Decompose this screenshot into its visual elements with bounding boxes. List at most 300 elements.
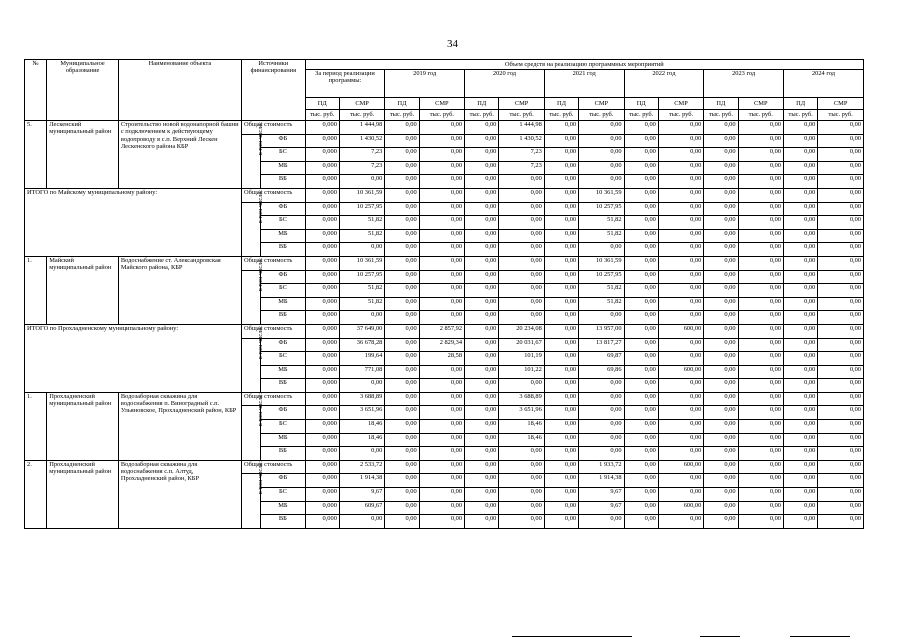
value-cell: 0,00 — [704, 338, 738, 352]
value-cell: 51,82 — [339, 284, 384, 298]
value-cell: 609,67 — [339, 501, 384, 515]
value-cell: 0,00 — [818, 488, 864, 502]
value-cell: 0,000 — [305, 447, 339, 461]
source-label: МБ — [261, 297, 305, 311]
value-cell: 0,00 — [385, 365, 419, 379]
value-cell: 0,00 — [624, 460, 658, 474]
value-cell: 0,00 — [465, 229, 499, 243]
value-cell: 0,00 — [499, 311, 544, 325]
value-cell: 0,00 — [704, 121, 738, 135]
sub-label: в том числе: — [257, 121, 265, 155]
value-cell: 3 688,89 — [499, 392, 544, 406]
source-label: ВБ — [261, 175, 305, 189]
value-cell: 0,00 — [624, 148, 658, 162]
value-cell: 0,00 — [738, 297, 783, 311]
value-cell: 0,00 — [658, 297, 703, 311]
value-cell: 0,00 — [544, 406, 578, 420]
value-cell: 0,00 — [419, 420, 464, 434]
value-cell: 0,00 — [579, 161, 624, 175]
object-name: Водозаборная скважина для водоснабжения п. Виноградный с.п. Ульяновское, Прохладненский район, КБР — [118, 392, 241, 460]
value-cell: 0,00 — [818, 447, 864, 461]
value-cell: 0,000 — [305, 270, 339, 284]
value-cell: 0,00 — [738, 488, 783, 502]
source-label: ВБ — [261, 379, 305, 393]
value-cell: 0,00 — [465, 256, 499, 270]
header-num: № — [25, 60, 47, 121]
value-cell: 0,00 — [385, 243, 419, 257]
value-cell: 0,00 — [419, 216, 464, 230]
value-cell: 0,00 — [385, 433, 419, 447]
value-cell: 0,00 — [704, 202, 738, 216]
value-cell: 0,00 — [385, 324, 419, 338]
value-cell: 0,00 — [738, 324, 783, 338]
value-cell: 0,00 — [579, 447, 624, 461]
value-cell: 0,00 — [818, 121, 864, 135]
municipality: Прохладненский муниципальный район — [47, 460, 119, 528]
header-unit: тыс. руб. — [465, 110, 499, 121]
header-unit: тыс. руб. — [704, 110, 738, 121]
value-cell: 0,00 — [544, 447, 578, 461]
value-cell: 0,00 — [704, 474, 738, 488]
value-cell: 0,00 — [579, 243, 624, 257]
value-cell: 3 688,89 — [339, 392, 384, 406]
value-cell: 0,00 — [419, 134, 464, 148]
value-cell: 13 957,00 — [579, 324, 624, 338]
value-cell: 0,00 — [385, 515, 419, 529]
header-unit: тыс. руб. — [305, 110, 339, 121]
funding-table — [24, 59, 864, 529]
value-cell: 0,00 — [818, 284, 864, 298]
value-cell: 0,000 — [305, 311, 339, 325]
value-cell: 0,00 — [499, 216, 544, 230]
value-cell: 0,00 — [704, 148, 738, 162]
source-label: Общая стоимость — [242, 121, 306, 135]
header-smr: СМР — [818, 98, 864, 110]
footer-line — [512, 636, 632, 637]
value-cell: 0,000 — [305, 134, 339, 148]
value-cell: 0,00 — [419, 406, 464, 420]
value-cell: 600,00 — [658, 324, 703, 338]
value-cell: 0,00 — [465, 406, 499, 420]
value-cell: 0,00 — [465, 188, 499, 202]
value-cell: 0,00 — [784, 324, 818, 338]
value-cell: 0,00 — [738, 460, 783, 474]
value-cell: 0,00 — [818, 474, 864, 488]
value-cell: 0,00 — [385, 460, 419, 474]
value-cell: 0,00 — [544, 515, 578, 529]
source-label: ФБ — [261, 474, 305, 488]
value-cell: 0,00 — [818, 379, 864, 393]
value-cell: 0,000 — [305, 365, 339, 379]
value-cell: 0,00 — [544, 501, 578, 515]
value-cell: 36 678,28 — [339, 338, 384, 352]
value-cell: 0,000 — [305, 501, 339, 515]
value-cell: 0,000 — [305, 216, 339, 230]
value-cell: 0,00 — [738, 188, 783, 202]
value-cell: 0,00 — [419, 501, 464, 515]
total-label: ИТОГО по Майскому муниципальному району: — [25, 188, 242, 256]
value-cell: 0,00 — [624, 433, 658, 447]
value-cell: 0,00 — [544, 134, 578, 148]
value-cell: 0,00 — [579, 175, 624, 189]
value-cell: 0,00 — [624, 202, 658, 216]
value-cell: 0,00 — [499, 447, 544, 461]
value-cell: 0,00 — [544, 202, 578, 216]
value-cell: 0,00 — [465, 324, 499, 338]
value-cell: 0,00 — [704, 352, 738, 366]
value-cell: 0,00 — [704, 324, 738, 338]
value-cell: 0,00 — [544, 433, 578, 447]
value-cell: 0,00 — [818, 338, 864, 352]
value-cell: 0,00 — [784, 161, 818, 175]
value-cell: 0,00 — [624, 501, 658, 515]
value-cell: 0,00 — [704, 501, 738, 515]
value-cell: 18,46 — [499, 420, 544, 434]
value-cell: 0,00 — [738, 365, 783, 379]
value-cell: 0,00 — [658, 243, 703, 257]
table-row — [25, 460, 864, 474]
value-cell: 0,00 — [579, 121, 624, 135]
value-cell: 0,00 — [738, 311, 783, 325]
value-cell: 0,00 — [419, 297, 464, 311]
value-cell: 0,00 — [658, 488, 703, 502]
value-cell: 0,00 — [658, 229, 703, 243]
page-number: 34 — [447, 38, 458, 50]
source-label: МБ — [261, 229, 305, 243]
sub-label: в том числе: — [257, 189, 265, 223]
value-cell: 0,00 — [465, 270, 499, 284]
value-cell: 0,00 — [818, 365, 864, 379]
source-label: Общая стоимость — [242, 392, 306, 406]
value-cell: 0,00 — [738, 256, 783, 270]
value-cell: 7,23 — [339, 148, 384, 162]
value-cell: 0,00 — [738, 392, 783, 406]
value-cell: 0,00 — [544, 148, 578, 162]
value-cell: 10 257,95 — [579, 202, 624, 216]
value-cell: 51,82 — [339, 229, 384, 243]
table-row — [25, 256, 864, 270]
value-cell: 0,00 — [544, 229, 578, 243]
value-cell: 0,00 — [385, 379, 419, 393]
header-unit: тыс. руб. — [738, 110, 783, 121]
value-cell: 0,00 — [419, 447, 464, 461]
value-cell: 0,00 — [738, 134, 783, 148]
value-cell: 0,00 — [738, 243, 783, 257]
value-cell: 0,00 — [544, 352, 578, 366]
value-cell: 0,00 — [818, 175, 864, 189]
header-unit: тыс. руб. — [339, 110, 384, 121]
value-cell: 0,00 — [818, 229, 864, 243]
value-cell: 1 933,72 — [579, 460, 624, 474]
value-cell: 1 444,98 — [339, 121, 384, 135]
value-cell: 69,86 — [579, 365, 624, 379]
municipality: Лескенский муниципальный район — [47, 121, 119, 189]
value-cell: 0,00 — [818, 311, 864, 325]
header-pd: ПД — [784, 98, 818, 110]
source-label: Общая стоимость — [242, 188, 306, 202]
value-cell: 0,00 — [818, 324, 864, 338]
value-cell: 0,00 — [385, 297, 419, 311]
value-cell: 0,00 — [499, 202, 544, 216]
value-cell: 0,00 — [624, 175, 658, 189]
value-cell: 0,00 — [339, 311, 384, 325]
value-cell: 0,00 — [544, 392, 578, 406]
value-cell: 0,00 — [544, 188, 578, 202]
object-name: Водозаборная скважина для водоснабжения с.п. Алтуд, Прохладненский район, КБР — [118, 460, 241, 528]
value-cell: 0,00 — [544, 161, 578, 175]
value-cell: 0,00 — [465, 202, 499, 216]
value-cell: 0,00 — [784, 148, 818, 162]
header-unit: тыс. руб. — [784, 110, 818, 121]
value-cell: 0,000 — [305, 474, 339, 488]
sub-label: в том числе: — [257, 461, 265, 495]
value-cell: 0,00 — [385, 188, 419, 202]
value-cell: 0,00 — [738, 229, 783, 243]
footer-line — [790, 636, 850, 637]
value-cell: 771,08 — [339, 365, 384, 379]
value-cell: 0,000 — [305, 338, 339, 352]
value-cell: 0,00 — [784, 474, 818, 488]
value-cell: 0,00 — [818, 134, 864, 148]
value-cell: 0,00 — [704, 406, 738, 420]
value-cell: 0,00 — [465, 474, 499, 488]
value-cell: 0,00 — [385, 270, 419, 284]
value-cell: 0,00 — [544, 420, 578, 434]
value-cell: 1 430,52 — [499, 134, 544, 148]
value-cell: 0,000 — [305, 188, 339, 202]
value-cell: 1 430,52 — [339, 134, 384, 148]
value-cell: 0,00 — [738, 284, 783, 298]
value-cell: 0,00 — [544, 338, 578, 352]
value-cell: 0,00 — [465, 134, 499, 148]
item-number: 1. — [25, 256, 47, 324]
value-cell: 69,87 — [579, 352, 624, 366]
value-cell: 0,00 — [419, 148, 464, 162]
value-cell: 0,00 — [579, 134, 624, 148]
sub-label-cell — [242, 257, 265, 324]
source-label: ФБ — [261, 134, 305, 148]
value-cell: 0,00 — [579, 311, 624, 325]
value-cell: 0,00 — [738, 379, 783, 393]
source-label: ФБ — [261, 338, 305, 352]
value-cell: 0,00 — [784, 229, 818, 243]
value-cell: 0,00 — [579, 433, 624, 447]
value-cell: 10 257,95 — [339, 270, 384, 284]
value-cell: 0,00 — [624, 216, 658, 230]
source-label: БС — [261, 352, 305, 366]
source-label: МБ — [261, 433, 305, 447]
value-cell: 0,00 — [738, 175, 783, 189]
value-cell: 0,000 — [305, 202, 339, 216]
value-cell: 0,00 — [784, 338, 818, 352]
value-cell: 0,000 — [305, 161, 339, 175]
value-cell: 0,00 — [704, 392, 738, 406]
value-cell: 0,00 — [579, 420, 624, 434]
value-cell: 0,00 — [738, 148, 783, 162]
value-cell: 0,00 — [465, 161, 499, 175]
header-year: 2022 год — [624, 70, 704, 98]
value-cell: 0,00 — [658, 447, 703, 461]
value-cell: 0,00 — [339, 447, 384, 461]
header-year: 2020 год — [465, 70, 545, 98]
value-cell: 0,000 — [305, 515, 339, 529]
header-pd: ПД — [305, 98, 339, 110]
value-cell: 51,82 — [579, 229, 624, 243]
value-cell: 101,19 — [499, 352, 544, 366]
value-cell: 0,00 — [738, 202, 783, 216]
value-cell: 0,00 — [784, 515, 818, 529]
value-cell: 0,000 — [305, 420, 339, 434]
value-cell: 0,00 — [658, 188, 703, 202]
total-row — [25, 188, 864, 202]
sub-label-cell — [242, 325, 265, 392]
value-cell: 600,00 — [658, 365, 703, 379]
value-cell: 0,000 — [305, 392, 339, 406]
footer-line — [700, 636, 740, 637]
total-label: ИТОГО по Прохладненскому муниципальному району: — [25, 324, 242, 392]
table-row — [25, 121, 864, 135]
value-cell: 2 829,34 — [419, 338, 464, 352]
sub-label-cell — [242, 121, 265, 188]
source-label: Общая стоимость — [242, 460, 306, 474]
value-cell: 0,00 — [544, 216, 578, 230]
value-cell: 0,00 — [624, 338, 658, 352]
value-cell: 0,00 — [658, 270, 703, 284]
source-label: БС — [261, 284, 305, 298]
value-cell: 10 257,95 — [579, 270, 624, 284]
source-label: Общая стоимость — [242, 324, 306, 338]
value-cell: 0,00 — [465, 379, 499, 393]
value-cell: 0,00 — [738, 216, 783, 230]
value-cell: 0,00 — [704, 216, 738, 230]
header-pd: ПД — [704, 98, 738, 110]
value-cell: 0,00 — [465, 243, 499, 257]
header-smr: СМР — [579, 98, 624, 110]
value-cell: 101,22 — [499, 365, 544, 379]
value-cell: 0,00 — [385, 284, 419, 298]
source-label: ФБ — [261, 270, 305, 284]
value-cell: 0,00 — [738, 270, 783, 284]
value-cell: 0,000 — [305, 406, 339, 420]
header-source: Источники финансирования — [242, 60, 306, 121]
value-cell: 0,00 — [704, 161, 738, 175]
value-cell: 0,00 — [818, 297, 864, 311]
header-unit: тыс. руб. — [419, 110, 464, 121]
value-cell: 0,00 — [419, 392, 464, 406]
value-cell: 0,00 — [419, 188, 464, 202]
value-cell: 0,00 — [339, 243, 384, 257]
source-label: БС — [261, 420, 305, 434]
value-cell: 0,00 — [499, 460, 544, 474]
value-cell: 0,00 — [738, 352, 783, 366]
value-cell: 0,00 — [465, 447, 499, 461]
value-cell: 600,00 — [658, 501, 703, 515]
value-cell: 0,00 — [658, 134, 703, 148]
value-cell: 0,00 — [419, 202, 464, 216]
value-cell: 0,00 — [784, 311, 818, 325]
header-unit: тыс. руб. — [624, 110, 658, 121]
value-cell: 0,00 — [658, 392, 703, 406]
header-smr: СМР — [419, 98, 464, 110]
value-cell: 9,67 — [579, 501, 624, 515]
source-label: ВБ — [261, 311, 305, 325]
value-cell: 0,00 — [818, 270, 864, 284]
value-cell: 0,00 — [499, 256, 544, 270]
value-cell: 0,00 — [624, 134, 658, 148]
value-cell: 28,58 — [419, 352, 464, 366]
value-cell: 0,00 — [499, 488, 544, 502]
value-cell: 0,00 — [465, 352, 499, 366]
value-cell: 0,00 — [784, 352, 818, 366]
header-unit: тыс. руб. — [499, 110, 544, 121]
header-volume: Объем средств на реализацию программных мероприятий — [305, 60, 863, 70]
value-cell: 0,00 — [419, 460, 464, 474]
value-cell: 0,00 — [658, 311, 703, 325]
value-cell: 0,00 — [385, 175, 419, 189]
value-cell: 0,00 — [499, 243, 544, 257]
value-cell: 10 361,59 — [579, 188, 624, 202]
value-cell: 0,00 — [385, 229, 419, 243]
value-cell: 0,00 — [579, 392, 624, 406]
value-cell: 0,00 — [579, 148, 624, 162]
source-label: БС — [261, 488, 305, 502]
value-cell: 0,00 — [704, 270, 738, 284]
source-label: ВБ — [261, 447, 305, 461]
value-cell: 0,00 — [465, 365, 499, 379]
value-cell: 0,00 — [499, 379, 544, 393]
value-cell: 0,00 — [738, 433, 783, 447]
value-cell: 0,00 — [818, 392, 864, 406]
source-label: БС — [261, 216, 305, 230]
value-cell: 0,00 — [784, 243, 818, 257]
value-cell: 0,00 — [624, 121, 658, 135]
value-cell: 0,00 — [738, 121, 783, 135]
value-cell: 0,00 — [658, 474, 703, 488]
value-cell: 0,00 — [465, 148, 499, 162]
source-label: ФБ — [261, 202, 305, 216]
value-cell: 0,00 — [658, 121, 703, 135]
value-cell: 0,00 — [658, 256, 703, 270]
table-header — [25, 60, 864, 121]
value-cell: 0,00 — [738, 406, 783, 420]
value-cell: 0,000 — [305, 433, 339, 447]
value-cell: 0,00 — [624, 256, 658, 270]
value-cell: 0,00 — [658, 420, 703, 434]
value-cell: 0,00 — [738, 501, 783, 515]
value-cell: 0,00 — [544, 474, 578, 488]
value-cell: 600,00 — [658, 460, 703, 474]
value-cell: 0,00 — [784, 256, 818, 270]
header-year: 2021 год — [544, 70, 624, 98]
value-cell: 0,00 — [385, 216, 419, 230]
value-cell: 0,00 — [385, 134, 419, 148]
header-smr: СМР — [499, 98, 544, 110]
header-year: 2024 год — [784, 70, 864, 98]
value-cell: 0,00 — [465, 488, 499, 502]
value-cell: 0,00 — [624, 352, 658, 366]
value-cell: 0,00 — [658, 406, 703, 420]
value-cell: 0,00 — [419, 488, 464, 502]
header-unit: тыс. руб. — [818, 110, 864, 121]
value-cell: 0,00 — [544, 379, 578, 393]
value-cell: 0,00 — [385, 311, 419, 325]
value-cell: 0,00 — [465, 501, 499, 515]
sub-label-cell — [242, 461, 265, 528]
value-cell: 0,00 — [499, 474, 544, 488]
value-cell: 18,46 — [339, 433, 384, 447]
value-cell: 0,00 — [385, 202, 419, 216]
value-cell: 18,46 — [499, 433, 544, 447]
